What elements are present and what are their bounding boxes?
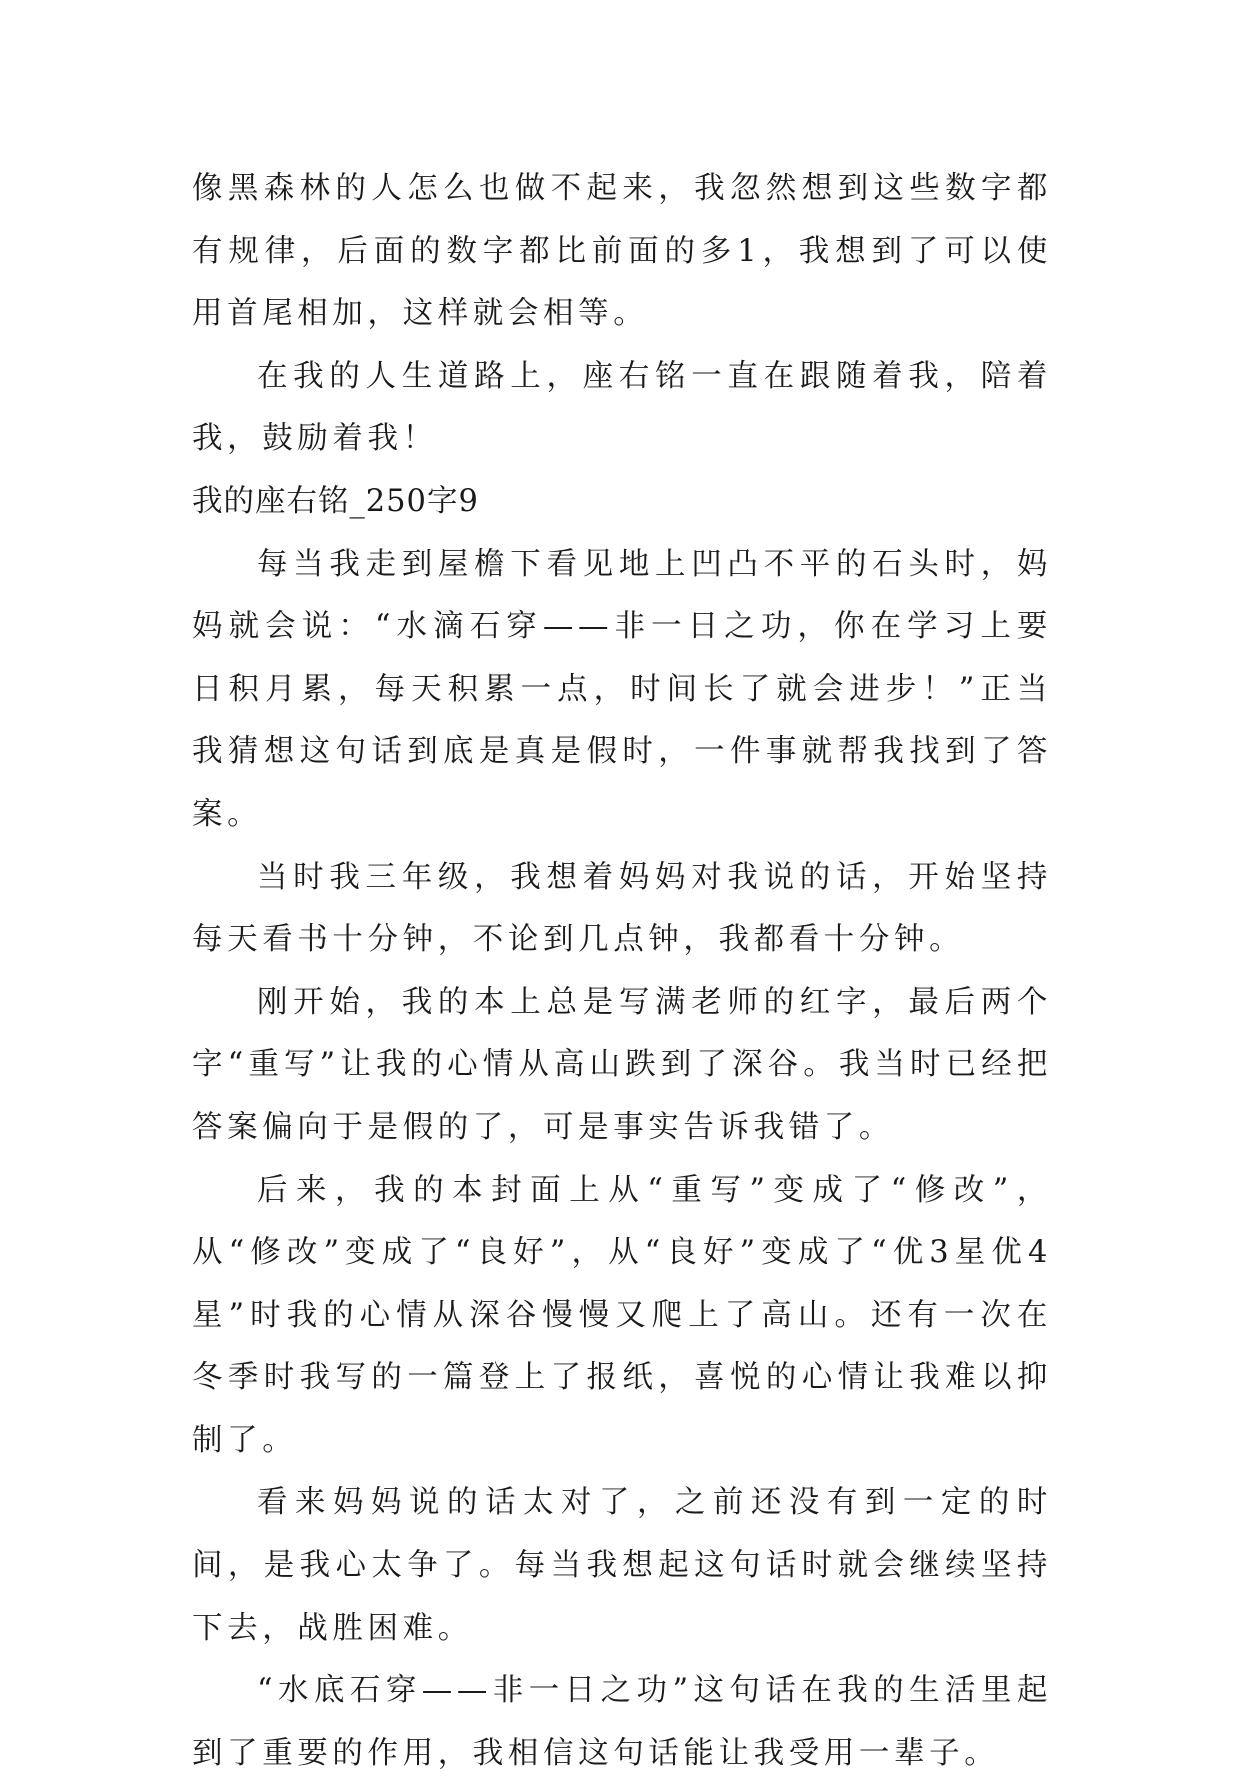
body-paragraph-1: 每当我走到屋檐下看见地上凹凸不平的石头时，妈妈就会说：“水滴石穿——非一日之功，你在学习上要日积月累，每天积累一点，时间长了就会进步！”正当我猜想这句话到底是真是假时，一件事就帮我找到了答案。 [192,546,1052,832]
body-paragraph-5: 看来妈妈说的话太对了，之前还没有到一定的时间，是我心太争了。每当我想起这句话时就会继续坚持下去，战胜困难。 [192,1485,1052,1646]
section-title: 我的座右铭_250字9 [192,483,479,519]
continuation-paragraph: 像黑森林的人怎么也做不起来，我忽然想到这些数字都有规律，后面的数字都比前面的多1，我想到了可以使用首尾相加，这样就会相等。 [192,171,1052,332]
body-paragraph-6: “水底石穿——非一日之功”这句话在我的生活里起到了重要的作用，我相信这句话能让我受用一辈子。 [192,1673,1052,1771]
closing-paragraph: 在我的人生道路上，座右铭一直在跟随着我，陪着我，鼓励着我！ [192,358,1052,457]
body-paragraph-3: 刚开始，我的本上总是写满老师的红字，最后两个字“重写”让我的心情从高山跌到了深谷。我当时已经把答案偏向于是假的了，可是事实告诉我错了。 [192,984,1052,1145]
body-paragraph-4: 后来，我的本封面上从“重写”变成了“修改”，从“修改”变成了“良好”，从“良好”变成了“优3星优4星”时我的心情从深谷慢慢又爬上了高山。还有一次在冬季时我写的一篇登上了报纸，喜悦的心情让我难以抑制了。 [192,1172,1052,1458]
document-page [192,158,1052,1785]
body-paragraph-2: 当时我三年级，我想着妈妈对我说的话，开始坚持每天看书十分钟，不论到几点钟，我都看十分钟。 [192,859,1052,958]
